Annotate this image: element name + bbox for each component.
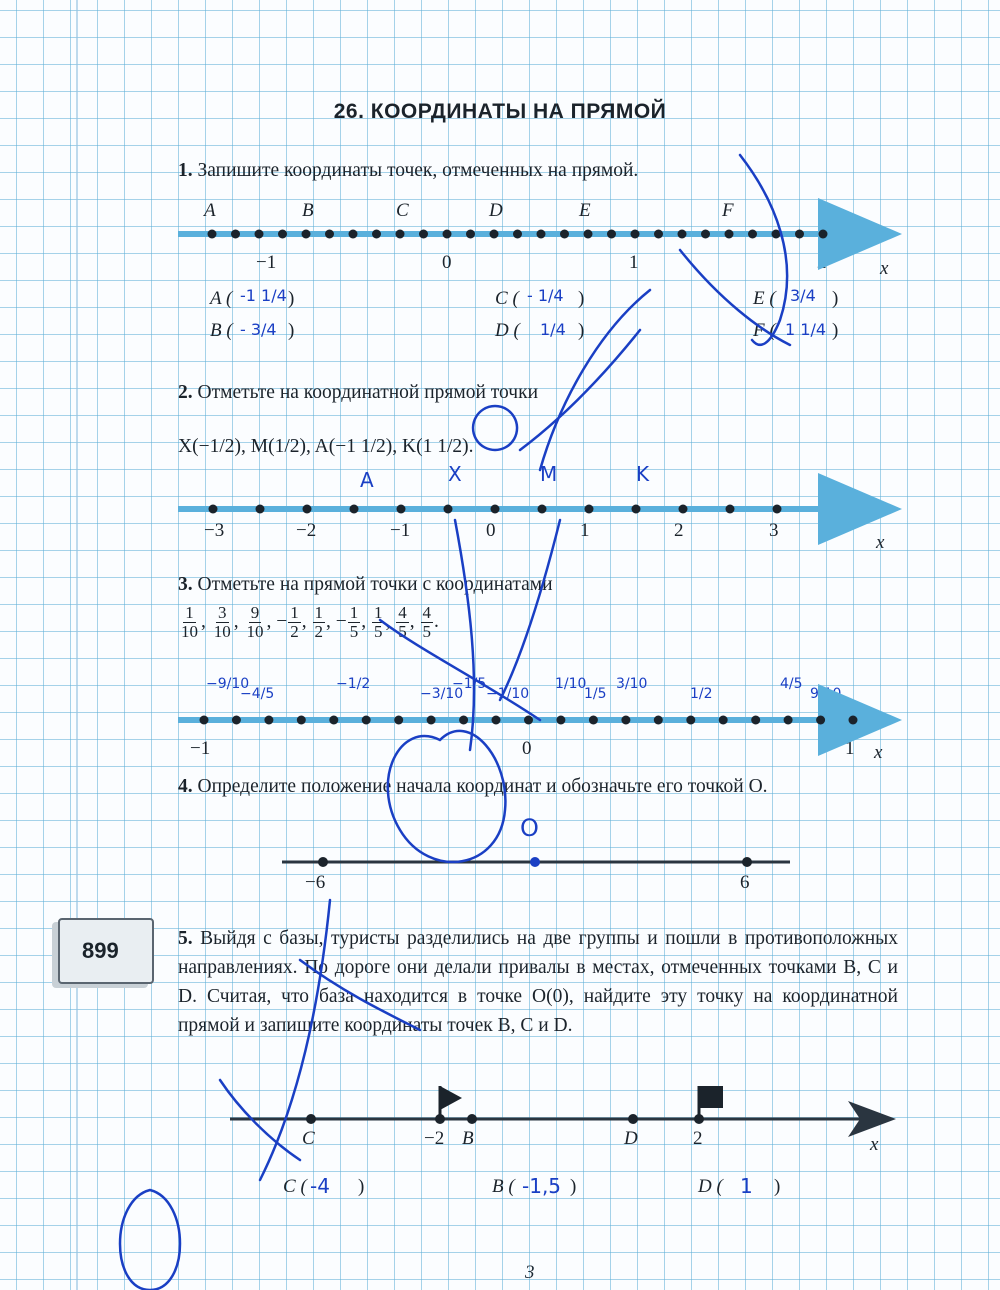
task1-answer-f-close: ) xyxy=(832,320,839,341)
task3-dot xyxy=(200,716,209,725)
task5-answer-point-c: C xyxy=(283,1176,296,1197)
task2-points xyxy=(209,505,782,514)
task3-mark: −4/5 xyxy=(240,686,275,702)
task1-answer-e-value: 3/4 xyxy=(790,286,816,305)
task3-fraction: $\frac{1}{2}$ , xyxy=(314,603,336,641)
task1-dot xyxy=(466,230,475,239)
task3-number-line xyxy=(178,716,890,725)
task1-dot xyxy=(560,230,569,239)
task1-label-f: F xyxy=(722,200,734,221)
task4-mark-o: O xyxy=(520,814,539,842)
task1-number: 1. xyxy=(178,160,193,181)
page-number: 3 xyxy=(525,1262,535,1283)
task3-axis-1: 1 xyxy=(845,738,855,759)
task3-mark: 3/10 xyxy=(616,676,648,692)
task1-answer-e-close: ) xyxy=(832,288,839,309)
task1-dot xyxy=(278,230,287,239)
task1-axis-x: x xyxy=(880,258,889,279)
task2-dot xyxy=(726,505,735,514)
task1-dot xyxy=(396,230,405,239)
task1-answer-c-close: ) xyxy=(578,288,585,309)
task5-question: Выйдя с базы, туристы разделились на две группы и пошли в противоположных направлениях. По дороге они делали привалы в местах, отмеченных точками B, C и D. Считая, что база находится в точке O(0), найдите эту точку на координатной прямой и запишите координаты точек B, C и D. xyxy=(178,928,899,1036)
task2-dot xyxy=(632,505,641,514)
answer-point-b: B xyxy=(210,320,222,341)
task1-answer-d-label: D ( xyxy=(495,320,520,341)
task3-mark: 1/10 xyxy=(555,676,587,692)
task5-label-2: 2 xyxy=(693,1128,703,1149)
scribble-circle-3 xyxy=(120,1190,180,1290)
task1-axis-2: 2 xyxy=(817,252,827,273)
task3-fraction: $\frac{1}{5}$ , xyxy=(374,603,396,641)
task1-dot xyxy=(678,230,687,239)
task3-mark: −3/10 xyxy=(420,686,464,702)
task1-answer-d-close: ) xyxy=(578,320,585,341)
task3-dot xyxy=(297,716,306,725)
task3-fraction-list xyxy=(178,604,898,641)
task5-point-c xyxy=(306,1114,316,1124)
task3-dot xyxy=(232,716,241,725)
task1-dot xyxy=(231,230,240,239)
task1-label-d: D xyxy=(489,200,503,221)
task4-axis-minus6: −6 xyxy=(305,872,326,893)
task3-fraction: $\frac{4}{5}$ , xyxy=(398,603,420,641)
task3-mark: 9/10 xyxy=(810,686,842,702)
task1-dot xyxy=(537,230,546,239)
task2-axis-minus1: −1 xyxy=(390,520,411,541)
task1-dot xyxy=(607,230,616,239)
task2-dot xyxy=(303,505,312,514)
task1-dot xyxy=(772,230,781,239)
task3-dot xyxy=(329,716,338,725)
task1-dot xyxy=(443,230,452,239)
task3-axis-0: 0 xyxy=(522,738,532,759)
task5-flag-2 xyxy=(699,1086,723,1108)
answer-point-f: F xyxy=(753,320,765,341)
task1-dot xyxy=(584,230,593,239)
task1-dot xyxy=(325,230,334,239)
page-title: 26. КООРДИНАТЫ НА ПРЯМОЙ xyxy=(333,100,667,123)
task1-answer-a-close: ) xyxy=(288,288,295,309)
task3-mark: 1/2 xyxy=(690,686,713,702)
task1-dot xyxy=(513,230,522,239)
task3-fraction: − $\frac{1}{5}$ , xyxy=(335,603,371,641)
task1-answer-c-label: C ( xyxy=(495,288,519,309)
task5-point-d xyxy=(628,1114,638,1124)
task5-point-2 xyxy=(694,1114,704,1124)
task3-dot xyxy=(719,716,728,725)
task1-dot xyxy=(748,230,757,239)
task3-question: Отметьте на прямой точки с координатами xyxy=(197,574,553,595)
task2-mark-a: A xyxy=(360,468,374,492)
task3-dot xyxy=(394,716,403,725)
task5-point-b xyxy=(467,1114,477,1124)
task3-dot xyxy=(524,716,533,725)
task3-dot xyxy=(427,716,436,725)
task2-axis-minus2: −2 xyxy=(296,520,317,541)
task2-axis-1: 1 xyxy=(580,520,590,541)
task4-axis-6: 6 xyxy=(740,872,750,893)
task2-dot xyxy=(256,505,265,514)
task3-dot xyxy=(816,716,825,725)
task4-point-6 xyxy=(742,857,752,867)
task2-dot xyxy=(538,505,547,514)
task1-dot xyxy=(419,230,428,239)
task3-mark: −1/5 xyxy=(452,676,487,692)
task3-fraction: $\frac{1}{10}$ , xyxy=(181,603,211,641)
task1-dot xyxy=(819,230,828,239)
task2-dot xyxy=(350,505,359,514)
task3-dot xyxy=(784,716,793,725)
task5-label-minus2: −2 xyxy=(424,1128,445,1149)
task2-number-line xyxy=(178,505,890,514)
exercise-badge-number: 899 xyxy=(82,938,119,963)
task1-label-c: C xyxy=(396,200,409,221)
task1-number-line xyxy=(178,230,890,239)
task3-dot xyxy=(492,716,501,725)
task2-text xyxy=(178,378,898,407)
task2-question: Отметьте на координатной прямой точки xyxy=(197,382,539,403)
task1-answer-c-value: - 1/4 xyxy=(527,286,564,305)
task2-points: X(−1/2), M(1/2), A(−1 1/2), K(1 1/2). xyxy=(178,436,474,457)
task4-question: Определите положение начала координат и обозначьте его точкой O. xyxy=(197,776,768,797)
task2-axis-0: 0 xyxy=(486,520,496,541)
task1-answer-b-close: ) xyxy=(288,320,295,341)
task1-dot xyxy=(255,230,264,239)
task4-number: 4. xyxy=(178,776,193,797)
task1-answer-f-label: F ( xyxy=(753,320,776,341)
task3-fraction: − $\frac{1}{2}$ , xyxy=(276,603,312,641)
task2-dot xyxy=(679,505,688,514)
answer-point-e: E xyxy=(753,288,765,309)
task5-axis-x: x xyxy=(870,1134,879,1155)
task5-label-b: B xyxy=(462,1128,474,1149)
task1-dot xyxy=(701,230,710,239)
task1-label-e: E xyxy=(579,200,591,221)
task5-label-c: C xyxy=(302,1128,315,1149)
task1-dot xyxy=(372,230,381,239)
task1-answer-a-label: A ( xyxy=(210,288,233,309)
task2-mark-x: X xyxy=(448,462,462,486)
task1-dot xyxy=(208,230,217,239)
task1-answer-b-value: - 3/4 xyxy=(240,320,277,339)
task5-text xyxy=(178,924,898,1040)
task1-axis-0: 0 xyxy=(442,252,452,273)
task5-answer-d-label: D ( xyxy=(698,1176,723,1197)
task5-answer-c-value: -4 xyxy=(310,1174,330,1198)
task3-dot xyxy=(849,716,858,725)
answer-point-d: D xyxy=(495,320,509,341)
notebook-margin-line xyxy=(76,0,78,1290)
task3-dot xyxy=(589,716,598,725)
task3-dot xyxy=(264,716,273,725)
task1-answer-a-value: -1 1/4 xyxy=(240,286,287,305)
task2-axis-x: x xyxy=(876,532,885,553)
task3-dot xyxy=(556,716,565,725)
task3-fraction: $\frac{9}{10}$ , xyxy=(246,603,277,641)
task1-dot xyxy=(631,230,640,239)
task5-label-d: D xyxy=(624,1128,638,1149)
task2-mark-k: K xyxy=(636,462,650,486)
task1-points xyxy=(208,230,828,239)
task3-fraction: $\frac{4}{5}$ . xyxy=(422,603,439,641)
task3-dot xyxy=(459,716,468,725)
task4-text xyxy=(178,772,898,801)
answer-point-c: C xyxy=(495,288,508,309)
task5-number-line xyxy=(230,1086,890,1124)
task5-answer-d-close: ) xyxy=(774,1176,781,1197)
task5-answer-c-label: C ( xyxy=(283,1176,307,1197)
task5-flag-1 xyxy=(440,1086,462,1110)
task1-axis-1: 1 xyxy=(629,252,639,273)
task5-answer-c-close: ) xyxy=(358,1176,365,1197)
task2-dot xyxy=(491,505,500,514)
task4-point-origin xyxy=(530,857,540,867)
task2-axis-minus3: −3 xyxy=(204,520,225,541)
task3-axis-x: x xyxy=(874,742,883,763)
task1-dot xyxy=(490,230,499,239)
task4-point-minus6 xyxy=(318,857,328,867)
task3-axis-minus1: −1 xyxy=(190,738,211,759)
task2-dot xyxy=(585,505,594,514)
task3-dot xyxy=(686,716,695,725)
task1-dot xyxy=(654,230,663,239)
answer-point-a: A xyxy=(210,288,222,309)
task2-axis-2: 2 xyxy=(674,520,684,541)
task3-mark: −9/10 xyxy=(206,676,250,692)
task5-answer-b-value: -1,5 xyxy=(522,1174,562,1198)
task2-dot xyxy=(397,505,406,514)
task5-answer-point-d: D xyxy=(698,1176,712,1197)
task1-label-a: A xyxy=(204,200,216,221)
task3-points xyxy=(200,716,858,725)
task3-dot xyxy=(362,716,371,725)
task1-answer-b-label: B ( xyxy=(210,320,233,341)
task2-dot xyxy=(773,505,782,514)
exercise-badge xyxy=(58,918,154,984)
task1-label-b: B xyxy=(302,200,314,221)
task4-number-line xyxy=(282,857,790,867)
task3-mark: 1/5 xyxy=(584,686,607,702)
task3-number: 3. xyxy=(178,574,193,595)
task3-dot xyxy=(621,716,630,725)
task1-dot xyxy=(302,230,311,239)
task1-dot xyxy=(725,230,734,239)
task1-question: Запишите координаты точек, отмеченных на прямой. xyxy=(197,160,639,181)
task1-dot xyxy=(795,230,804,239)
task5-number: 5. xyxy=(178,928,193,949)
task3-dot xyxy=(751,716,760,725)
task1-text xyxy=(178,156,898,185)
task1-answer-f-value: 1 1/4 xyxy=(785,320,827,339)
task2-dot xyxy=(444,505,453,514)
task5-answer-b-close: ) xyxy=(570,1176,577,1197)
task5-answer-b-label: B ( xyxy=(492,1176,515,1197)
task1-axis-minus1: −1 xyxy=(256,252,277,273)
task3-text xyxy=(178,570,898,599)
task1-answer-e-label: E ( xyxy=(753,288,776,309)
task2-dot xyxy=(209,505,218,514)
task5-answer-d-value: 1 xyxy=(740,1174,753,1198)
task5-point-minus2 xyxy=(435,1114,445,1124)
task3-mark: −1/2 xyxy=(336,676,371,692)
task2-number: 2. xyxy=(178,382,193,403)
task3-fraction: $\frac{3}{10}$ , xyxy=(213,603,244,641)
task3-mark: −1/10 xyxy=(486,686,530,702)
task5-answer-point-b: B xyxy=(492,1176,504,1197)
task2-mark-m: M xyxy=(540,462,558,486)
task1-dot xyxy=(349,230,358,239)
task3-dot xyxy=(654,716,663,725)
task2-axis-3: 3 xyxy=(769,520,779,541)
scribble-10 xyxy=(220,1080,300,1160)
task1-answer-d-value: 1/4 xyxy=(540,320,566,339)
task3-mark: 4/5 xyxy=(780,676,803,692)
